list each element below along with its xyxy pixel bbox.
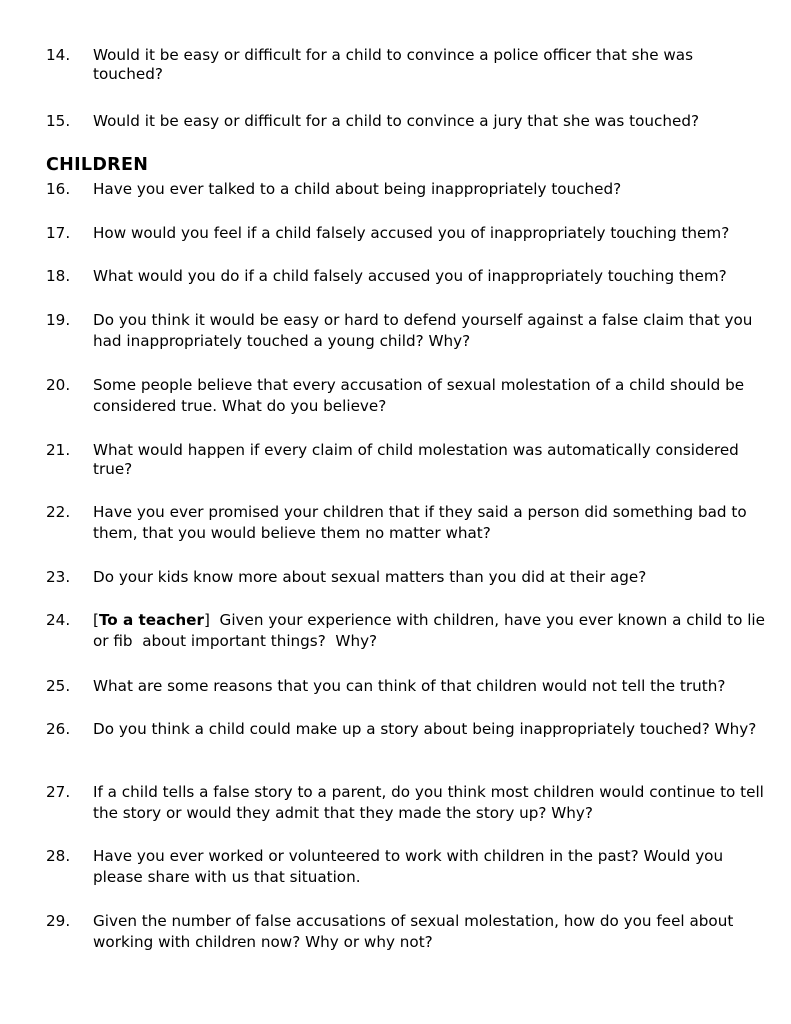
question-text: Have you ever promised your children that if they said a person did something bad to them, that you would believe them no matter what? [93, 503, 747, 542]
question-28 [46, 846, 766, 888]
question-number: 19. [46, 311, 71, 329]
question-21 [46, 441, 766, 479]
question-number: 28. [46, 847, 71, 865]
question-23 [46, 568, 766, 587]
question-number: 18. [46, 267, 71, 285]
question-16 [46, 180, 766, 199]
question-text: Would it be easy or difficult for a child to convince a police officer that she was touched? [93, 46, 694, 83]
question-number: 23. [46, 568, 71, 586]
audience-note: To a teacher [98, 611, 204, 629]
section-heading-children: CHILDREN [46, 155, 149, 175]
question-number: 25. [46, 677, 71, 695]
question-number: 20. [46, 376, 71, 394]
question-22 [46, 502, 766, 544]
question-27 [46, 782, 766, 824]
question-18 [46, 267, 766, 286]
question-29 [46, 911, 766, 953]
question-26 [46, 720, 766, 739]
question-text: What are some reasons that you can think of that children would not tell the truth? [93, 677, 726, 695]
question-text: Do your kids know more about sexual matters than you did at their age? [93, 568, 647, 586]
question-text: What would happen if every claim of child molestation was automatically considered true? [93, 441, 739, 478]
question-text: Would it be easy or difficult for a child to convince a jury that she was touched? [93, 112, 700, 130]
question-number: 24. [46, 611, 71, 629]
question-number: 29. [46, 912, 71, 930]
question-text: Some people believe that every accusation of sexual molestation of a child should be considered true. What do you believe? [93, 376, 745, 415]
question-text: Have you ever talked to a child about being inappropriately touched? [93, 180, 622, 198]
question-text [93, 610, 770, 652]
question-number: 14. [46, 46, 71, 64]
question-text: Do you think it would be easy or hard to defend yourself against a false claim that you had inappropriately touched a young child? Why? [93, 311, 753, 350]
question-text: Given the number of false accusations of sexual molestation, how do you feel about working with children now? Why or why not? [93, 912, 734, 951]
question-number: 21. [46, 441, 71, 459]
question-text: What would you do if a child falsely accused you of inappropriately touching them? [93, 267, 727, 285]
question-19 [46, 310, 766, 352]
question-text: Have you ever worked or volunteered to work with children in the past? Would you please share with us that situation. [93, 847, 724, 886]
question-25 [46, 677, 766, 696]
question-number: 26. [46, 720, 71, 738]
question-24 [46, 610, 770, 652]
question-number: 16. [46, 180, 71, 198]
question-number: 17. [46, 224, 71, 242]
question-text: How would you feel if a child falsely accused you of inappropriately touching them? [93, 224, 730, 242]
question-17 [46, 224, 766, 243]
question-body: Given your experience with children, have you ever known a child to lie or fib about important things? Why? [93, 611, 770, 650]
question-number: 27. [46, 783, 71, 801]
bracket-close: ] [203, 611, 210, 629]
question-number: 22. [46, 503, 71, 521]
question-text: Do you think a child could make up a story about being inappropriately touched? Why? [93, 720, 757, 738]
question-text: If a child tells a false story to a parent, do you think most children would continue to tell the story or would they admit that they made the story up? Why? [93, 783, 764, 822]
question-number: 15. [46, 112, 71, 130]
question-15 [46, 112, 766, 131]
question-20 [46, 375, 766, 417]
question-14 [46, 46, 766, 84]
bracket-open: [ [93, 611, 99, 629]
